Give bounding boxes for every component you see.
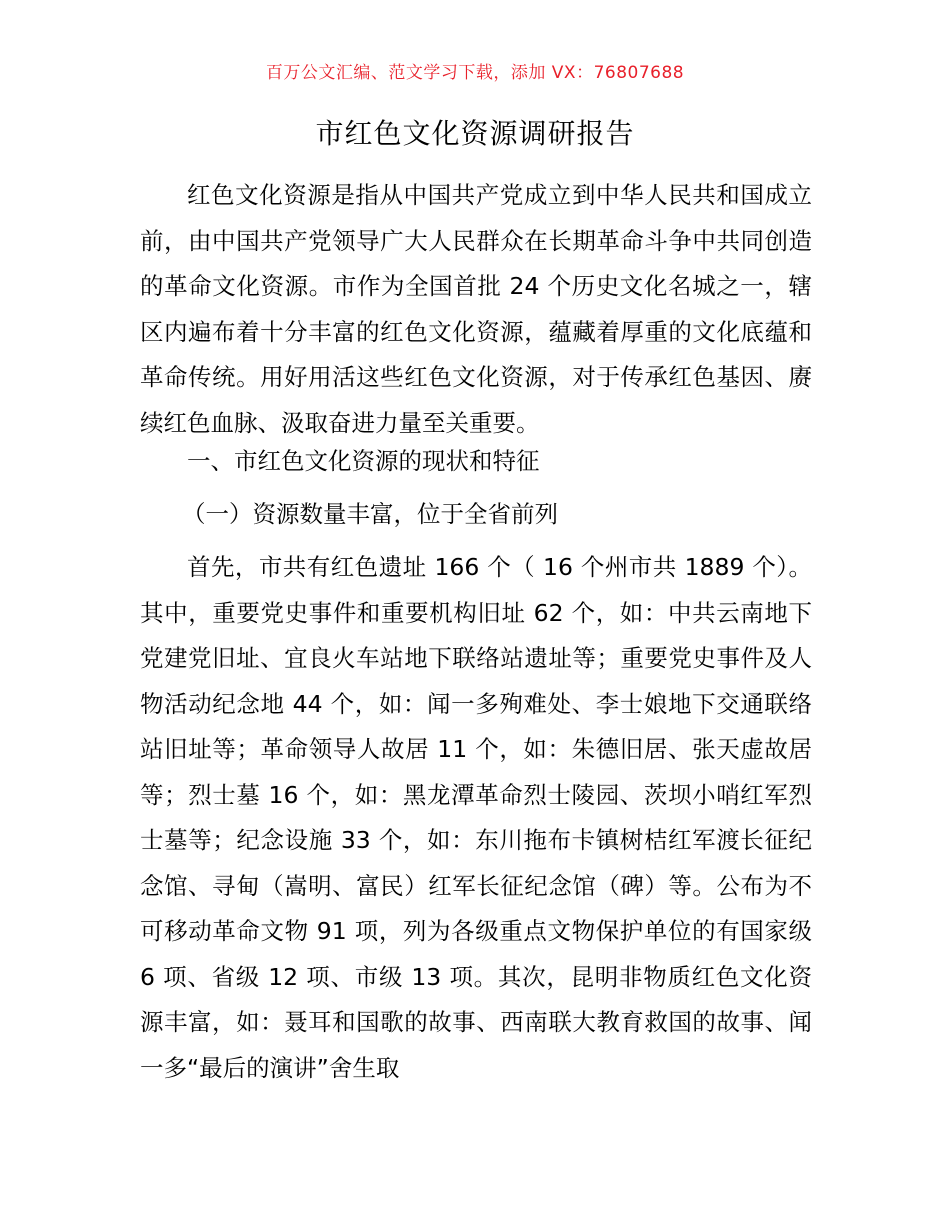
subsection-heading: （一）资源数量丰富，位于全省前列 bbox=[182, 500, 558, 528]
intro-paragraph: 红色文化资源是指从中国共产党成立到中华人民共和国成立前，由中国共产党领导广大人民群众在长期革命斗争中共同创造的革命文化资源。市作为全国首批 24 个历史文化名城之一，辖区内遍布着十分丰富的红色文化资源，蕴藏着厚重的文化底蕴和革命传统。用好用活这些红色文化资源，对于传承红色基因、赓续红色血脉、汲取奋进力量至关重要。 bbox=[140, 181, 812, 437]
header-note: 百万公文汇编、范文学习下载，添加 VX：76807688 bbox=[265, 63, 685, 83]
document-title: 市红色文化资源调研报告 bbox=[315, 117, 635, 150]
section-heading: 一、市红色文化资源的现状和特征 bbox=[187, 447, 540, 475]
body-paragraph: 首先，市共有红色遗址 166 个（ 16 个州市共 1889 个）。其中，重要党史事件和重要机构旧址 62 个，如：中共云南地下党建党旧址、宜良火车站地下联络站遗址等；重要党史事件及人物活动纪念地 44 个，如：闻一多殉难处、李士娘地下交通联络站旧址等；革命领导人故居 11 个，如：朱德旧居、张天虚故居等；烈士墓 16 个，如：黑龙潭革命烈士陵园、茨坝小哨红军烈士墓等；纪念设施 33 个，如：东川拖布卡镇树桔红军渡长征纪念馆、寻甸（嵩明、富民）红军长征纪念馆（碑）等。公布为不可移动革命文物 91 项，列为各级重点文物保护单位的有国家级 6 项、省级 12 项、市级 13 项。其次，昆明非物质红色文化资源丰富，如：聂耳和国歌的故事、西南联大教育救国的故事、闻一多“最后的演讲”舍生取 bbox=[140, 553, 812, 1082]
